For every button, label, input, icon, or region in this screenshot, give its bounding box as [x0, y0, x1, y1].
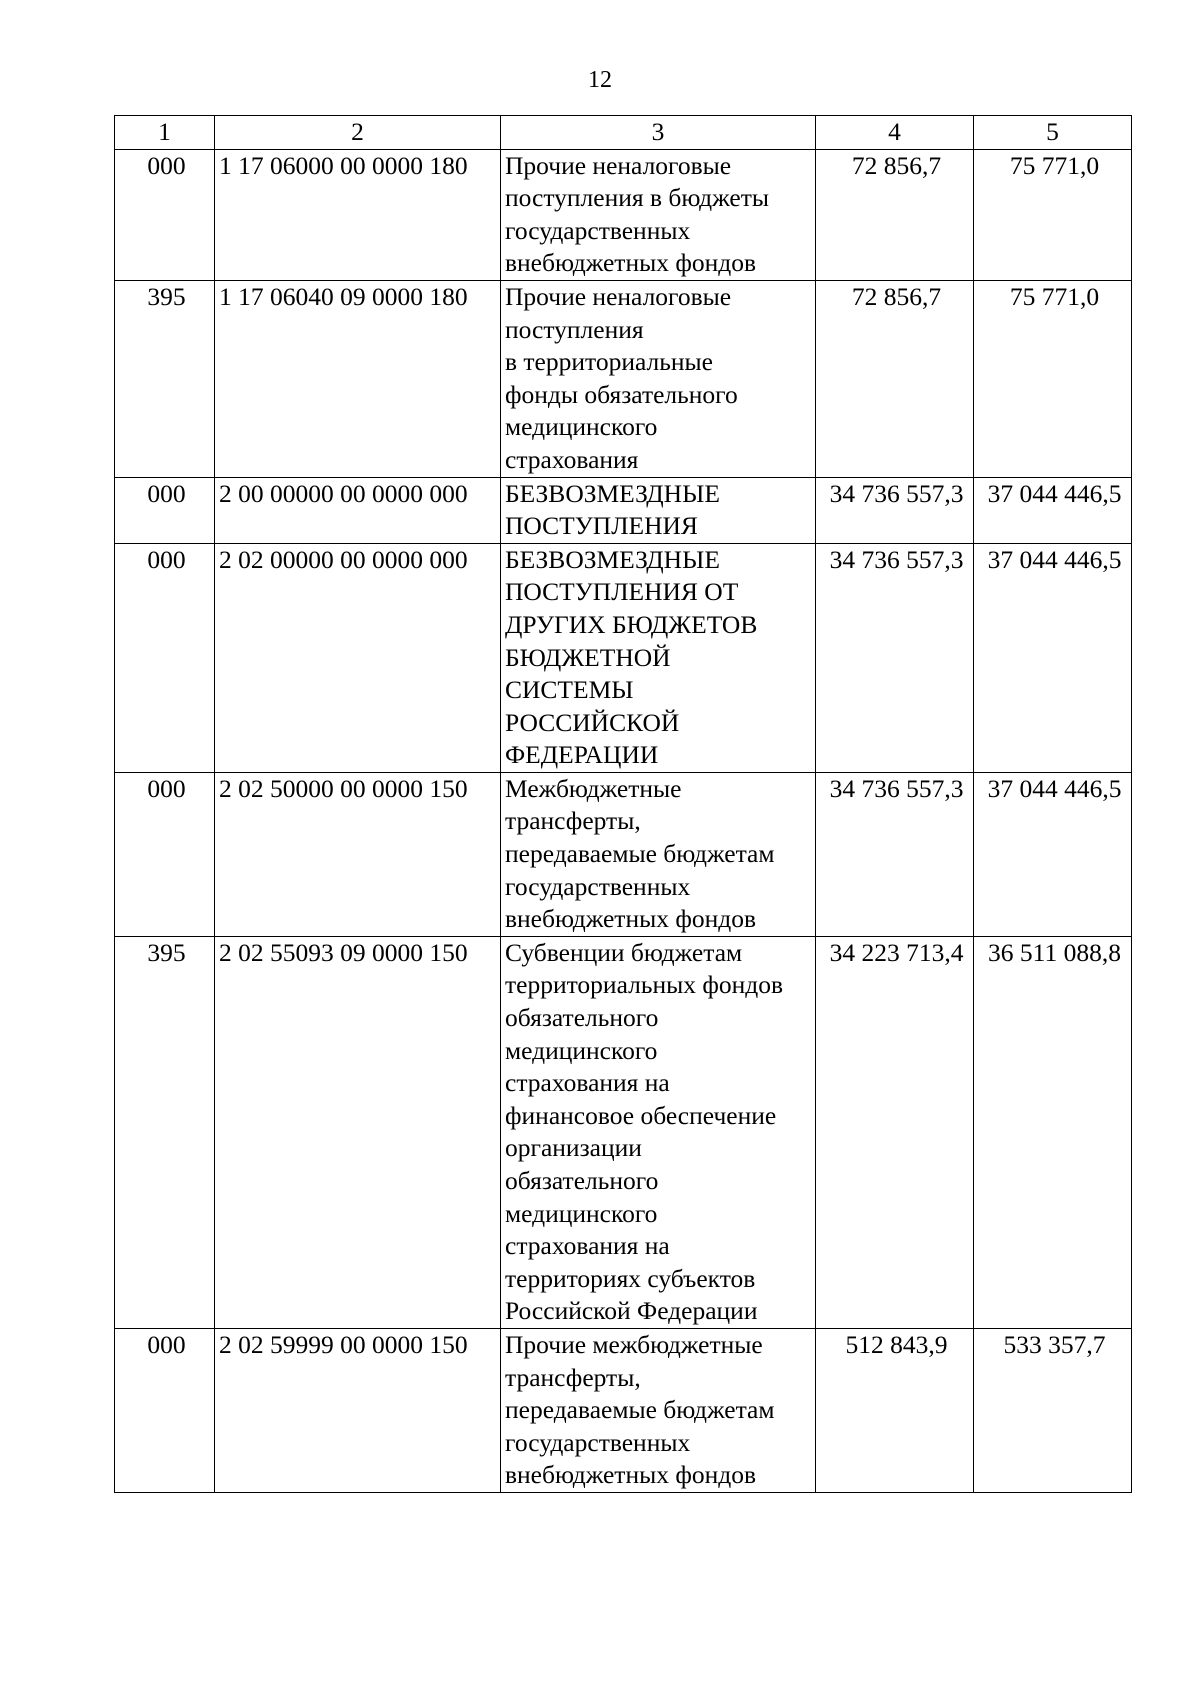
revenue-name-cell — [501, 477, 816, 543]
revenue-name-cell — [501, 149, 816, 280]
amount-year-2-cell: 75 771,0 — [974, 280, 1132, 477]
amount-year-1-cell: 512 843,9 — [816, 1328, 974, 1492]
revenue-name-line: фонды обязательного — [505, 379, 738, 409]
column-number-5: 5 — [974, 116, 1132, 150]
revenue-name-line: в территориальные — [505, 347, 713, 377]
table-row — [115, 280, 1132, 477]
table-row — [115, 772, 1132, 936]
column-number-4: 4 — [816, 116, 974, 150]
revenue-name-line: СИСТЕМЫ — [505, 675, 634, 705]
amount-year-2-cell: 533 357,7 — [974, 1328, 1132, 1492]
revenue-name-line: БЕЗВОЗМЕЗДНЫЕ — [505, 544, 720, 574]
amount-year-2-cell: 37 044 446,5 — [974, 543, 1132, 772]
revenue-name-line: страхования на — [505, 1068, 670, 1098]
revenue-name-line: Межбюджетные — [505, 773, 682, 803]
revenue-name-cell — [501, 280, 816, 477]
amount-year-2-cell: 36 511 088,8 — [974, 936, 1132, 1328]
revenue-name-line: Субвенции бюджетам — [505, 937, 743, 967]
revenue-name-line: РОССИЙСКОЙ — [505, 707, 680, 737]
amount-year-2-cell: 37 044 446,5 — [974, 772, 1132, 936]
revenue-name-line: страхования на — [505, 1231, 670, 1261]
revenue-name-line: Прочие неналоговые — [505, 150, 732, 180]
revenue-name-line: трансферты, — [505, 806, 641, 836]
table-row — [115, 1328, 1132, 1492]
revenue-name-line: внебюджетных фондов — [505, 904, 757, 934]
budget-revenue-table — [114, 115, 1132, 1493]
revenue-name-cell — [501, 543, 816, 772]
revenue-name-line: трансферты, — [505, 1362, 641, 1392]
revenue-name-line: государственных — [505, 1427, 691, 1457]
revenue-name-cell — [501, 936, 816, 1328]
amount-year-1-cell: 34 736 557,3 — [816, 772, 974, 936]
revenue-name-line: ДРУГИХ БЮДЖЕТОВ — [505, 609, 758, 639]
revenue-name-line: территориях субъектов — [505, 1263, 756, 1293]
budget-classification-code-cell: 1 17 06000 00 0000 180 — [215, 149, 501, 280]
admin-code-cell: 000 — [115, 477, 215, 543]
revenue-name-line: Прочие неналоговые — [505, 281, 732, 311]
table-row — [115, 477, 1132, 543]
admin-code-cell: 000 — [115, 149, 215, 280]
revenue-name-line: организации — [505, 1133, 642, 1163]
amount-year-1-cell: 34 736 557,3 — [816, 477, 974, 543]
amount-year-2-cell: 37 044 446,5 — [974, 477, 1132, 543]
revenue-name-line: БЮДЖЕТНОЙ — [505, 642, 671, 672]
admin-code-cell: 000 — [115, 543, 215, 772]
revenue-name-line: БЕЗВОЗМЕЗДНЫЕ — [505, 478, 720, 508]
budget-classification-code-cell: 1 17 06040 09 0000 180 — [215, 280, 501, 477]
revenue-name-cell — [501, 1328, 816, 1492]
revenue-name-line: передаваемые бюджетам — [505, 839, 775, 869]
column-number-2: 2 — [215, 116, 501, 150]
admin-code-cell: 395 — [115, 280, 215, 477]
revenue-name-line: страхования — [505, 444, 639, 474]
amount-year-1-cell: 34 736 557,3 — [816, 543, 974, 772]
revenue-name-line: обязательного — [505, 1166, 659, 1195]
page-number: 12 — [588, 67, 612, 93]
budget-classification-code-cell: 2 02 59999 00 0000 150 — [215, 1328, 501, 1492]
budget-classification-code-cell: 2 00 00000 00 0000 000 — [215, 477, 501, 543]
revenue-name-line: Прочие межбюджетные — [505, 1329, 763, 1359]
revenue-name-line: ПОСТУПЛЕНИЯ ОТ — [505, 577, 739, 607]
revenue-name-line: территориальных фондов — [505, 970, 784, 1000]
amount-year-2-cell: 75 771,0 — [974, 149, 1132, 280]
amount-year-1-cell: 72 856,7 — [816, 149, 974, 280]
admin-code-cell: 395 — [115, 936, 215, 1328]
revenue-name-line: поступления в бюджеты — [505, 183, 769, 213]
budget-classification-code-cell: 2 02 50000 00 0000 150 — [215, 772, 501, 936]
budget-classification-code-cell: 2 02 00000 00 0000 000 — [215, 543, 501, 772]
table-row — [115, 149, 1132, 280]
admin-code-cell: 000 — [115, 772, 215, 936]
amount-year-1-cell: 34 223 713,4 — [816, 936, 974, 1328]
revenue-name-line: внебюджетных фондов — [505, 1460, 757, 1490]
admin-code-cell: 000 — [115, 1328, 215, 1492]
table-row — [115, 936, 1132, 1328]
revenue-name-line: поступления — [505, 314, 644, 344]
revenue-name-line: государственных — [505, 215, 691, 245]
revenue-name-cell — [501, 772, 816, 936]
budget-classification-code-cell: 2 02 55093 09 0000 150 — [215, 936, 501, 1328]
revenue-name-line: внебюджетных фондов — [505, 248, 757, 278]
column-number-3: 3 — [501, 116, 816, 150]
revenue-name-line: ФЕДЕРАЦИИ — [505, 740, 659, 770]
revenue-name-line: медицинского — [505, 1198, 658, 1228]
revenue-name-line: финансовое обеспечение — [505, 1100, 777, 1130]
column-number-row — [115, 116, 1132, 150]
column-number-1: 1 — [115, 116, 215, 150]
revenue-name-line: медицинского — [505, 1035, 658, 1065]
revenue-name-line: ПОСТУПЛЕНИЯ — [505, 511, 698, 541]
table-row — [115, 543, 1132, 772]
amount-year-1-cell: 72 856,7 — [816, 280, 974, 477]
revenue-name-line: медицинского — [505, 412, 658, 442]
revenue-name-line: государственных — [505, 871, 691, 901]
revenue-name-line: Российской Федерации — [505, 1296, 758, 1326]
revenue-name-line: передаваемые бюджетам — [505, 1395, 775, 1425]
revenue-name-line: обязательного — [505, 1003, 659, 1033]
